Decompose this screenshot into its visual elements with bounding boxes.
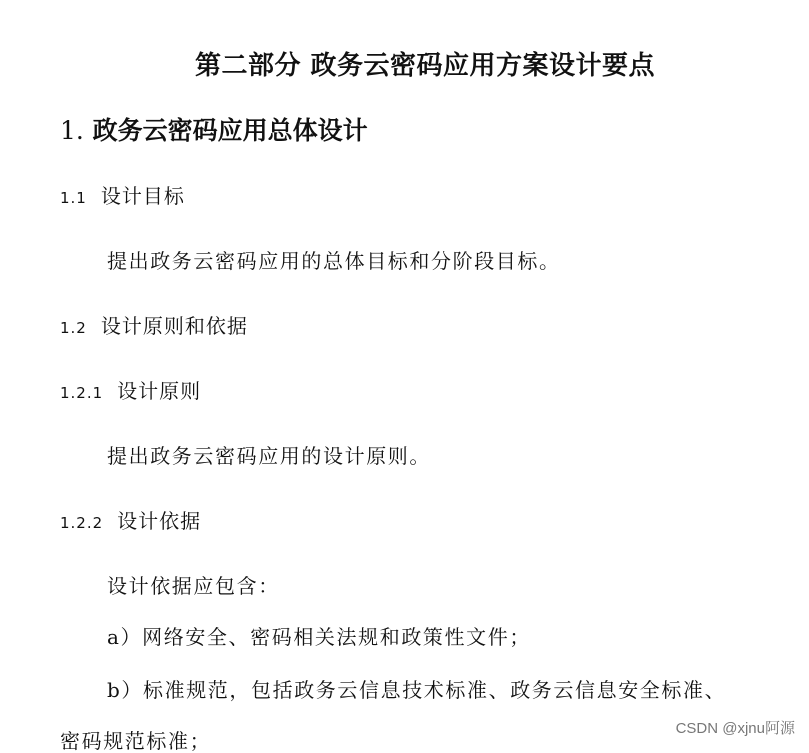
paragraph-basis-intro: 设计依据应包含： [107,574,280,598]
section-1-2-2-title: 设计依据 [117,509,202,533]
list-item-b: b）标准规范，包括政务云信息技术标准、政务云信息安全标准、 [107,678,727,702]
paragraph-principles: 提出政务云密码应用的设计原则。 [107,444,431,468]
list-item-a: a）网络安全、密码相关法规和政策性文件； [107,625,531,649]
section-1-number: 1. [60,116,84,145]
section-1-heading [60,118,368,143]
section-1-2-title: 设计原则和依据 [100,314,248,338]
watermark: CSDN @xjnu阿源 [675,720,795,737]
section-1-2-number: 1.2 [60,319,87,337]
paragraph-objectives: 提出政务云密码应用的总体目标和分阶段目标。 [107,249,561,273]
section-1-2-1-heading [60,381,201,401]
section-1-2-1-number: 1.2.1 [60,384,104,402]
section-1-2-2-number: 1.2.2 [60,514,104,532]
section-1-2-1-title: 设计原则 [117,379,202,403]
section-1-2-heading [60,316,248,336]
section-1-1-title: 设计目标 [100,184,185,208]
section-1-1-heading [60,186,185,206]
section-1-title: 政务云密码应用总体设计 [92,116,368,145]
list-item-b-continuation: 密码规范标准； [60,729,212,753]
section-1-2-2-heading [60,511,201,531]
part-title: 第二部分 政务云密码应用方案设计要点 [194,51,656,81]
section-1-1-number: 1.1 [60,189,87,207]
